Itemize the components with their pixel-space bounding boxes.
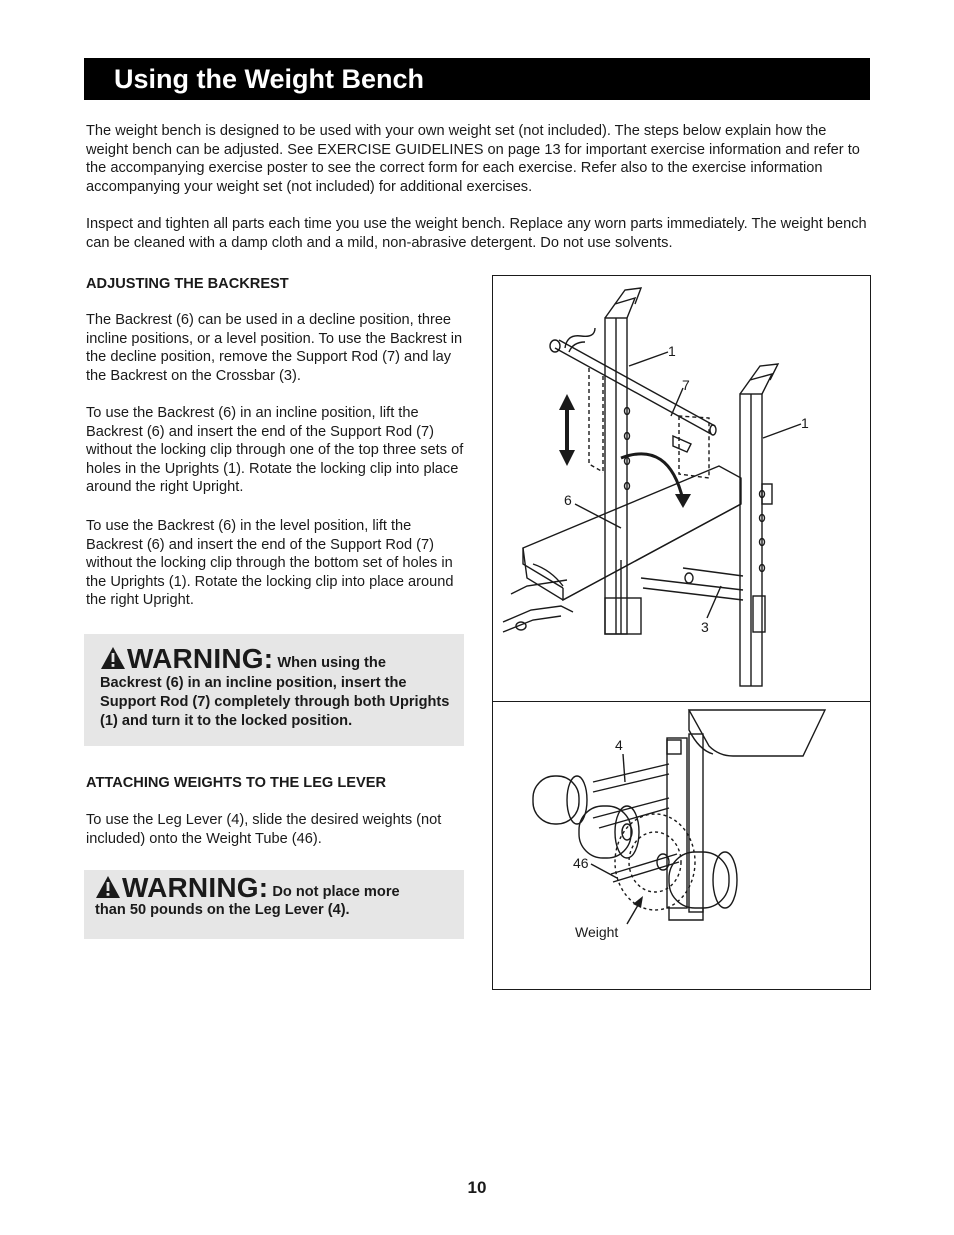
page-title: Using the Weight Bench bbox=[114, 64, 425, 94]
callout-support-rod: 7 bbox=[682, 377, 690, 393]
warning-text: Backrest (6) in an incline position, insert the Support Rod (7) completely through both Uprights (1) and turn it to the locked position. bbox=[100, 675, 450, 729]
leg-lever-paragraph: To use the Leg Lever (4), slide the desired weights (not included) onto the Weight Tube (46). bbox=[86, 812, 442, 847]
backrest-warning-box bbox=[84, 634, 464, 746]
leg-lever-warning-box bbox=[84, 870, 464, 939]
warning-lead: Do not place more bbox=[272, 884, 400, 900]
backrest-warning bbox=[100, 643, 450, 731]
callout-leg-lever: 4 bbox=[615, 737, 623, 753]
intro-paragraph-2: Inspect and tighten all parts each time you use the weight bench. Replace any worn parts immediately. The weight bench can be cleaned with a damp cloth and a mild, non-abrasive detergent. Do not use solvents. bbox=[86, 216, 867, 251]
callout-weight-tube: 46 bbox=[573, 855, 589, 871]
leg-lever-figure bbox=[492, 701, 871, 990]
warning-lead: When using the bbox=[277, 655, 386, 671]
leg-lever-warning bbox=[95, 872, 454, 920]
callout-crossbar: 3 bbox=[701, 619, 709, 635]
backrest-paragraph-2: To use the Backrest (6) in an incline position, lift the Backrest (6) and insert the end of the Support Rod (7) without the locking clip through one of the top three sets of holes in the Uprights (1). Rotate the locking clip into place around the right Upright. bbox=[86, 405, 464, 496]
callout-weight: Weight bbox=[575, 924, 619, 940]
backrest-paragraph-3: To use the Backrest (6) in the level position, lift the Backrest (6) and insert the end of the Support Rod (7) without the locking clip through the bottom set of holes in the Uprights (1). Rotate the locking clip into place around the right Upright. bbox=[86, 518, 454, 609]
backrest-paragraph-1: The Backrest (6) can be used in a decline position, three incline positions, or a level position. To use the Backrest in the decline position, remove the Support Rod (7) and lay the Backrest on the Crossbar (3). bbox=[86, 312, 463, 384]
page-number: 10 bbox=[467, 1178, 487, 1197]
backrest-heading: ADJUSTING THE BACKREST bbox=[86, 276, 289, 292]
title-bar bbox=[84, 58, 870, 100]
backrest-figure bbox=[492, 275, 871, 703]
callout-backrest: 6 bbox=[564, 492, 572, 508]
warning-triangle-icon bbox=[100, 646, 126, 670]
bench-backrest-illustration bbox=[493, 276, 871, 703]
leg-lever-heading: ATTACHING WEIGHTS TO THE LEG LEVER bbox=[86, 775, 386, 791]
callout-upright-left: 1 bbox=[668, 343, 676, 359]
intro-paragraph-1: The weight bench is designed to be used with your own weight set (not included). The steps below explain how the weight bench can be adjusted. See EXERCISE GUIDELINES on page 13 for important exercise information and refer to the accompanying exercise poster to see the correct form for each exercise. Refer also to the exercise information accompanying your weight set (not included) for additional exercises. bbox=[86, 123, 860, 195]
warning-label: WARNING: bbox=[122, 872, 269, 903]
warning-triangle-icon bbox=[95, 875, 121, 899]
leg-lever-illustration bbox=[493, 702, 871, 990]
warning-text: than 50 pounds on the Leg Lever (4). bbox=[95, 902, 350, 918]
callout-upright-right: 1 bbox=[801, 415, 809, 431]
warning-label: WARNING: bbox=[127, 643, 274, 674]
